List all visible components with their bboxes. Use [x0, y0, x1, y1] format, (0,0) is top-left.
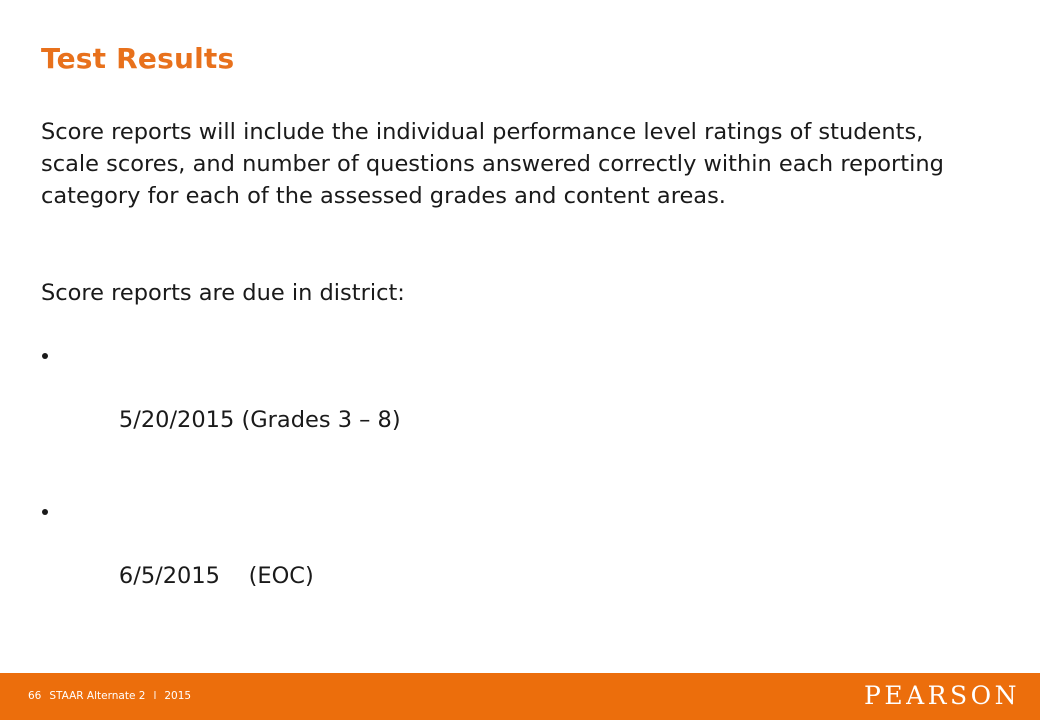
- list-item: [41, 340, 401, 468]
- page-number: 66: [28, 690, 42, 702]
- list-item: [41, 496, 401, 624]
- footer-info: [28, 690, 199, 702]
- slide-title: Test Results: [41, 42, 235, 75]
- bullet-icon: [42, 509, 48, 515]
- pearson-logo: PEARSON: [864, 681, 1020, 710]
- due-heading: Score reports are due in district:: [41, 280, 405, 306]
- bullet-text: 6/5/2015 (EOC): [118, 563, 314, 589]
- footer-bar: [0, 673, 1040, 720]
- body-paragraph: Score reports will include the individual performance level ratings of students, scale scores, and number of questions answered correctly within each reporting category for each of the assessed grades and content areas.: [41, 119, 944, 209]
- bullet-icon: [42, 353, 48, 359]
- due-dates-list: [41, 340, 401, 624]
- footer-year: 2015: [164, 690, 192, 702]
- footer-course: STAAR Alternate 2: [49, 690, 146, 702]
- footer-separator: l: [153, 690, 157, 702]
- bullet-text: 5/20/2015 (Grades 3 – 8): [118, 407, 401, 433]
